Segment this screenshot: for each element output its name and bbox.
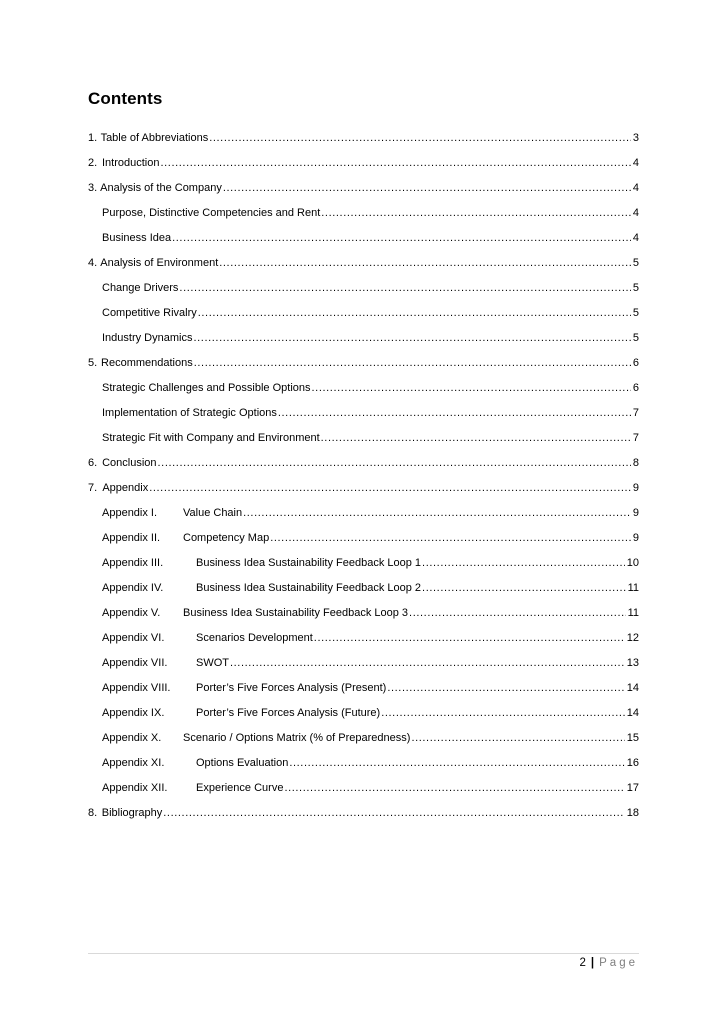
toc-entry[interactable]: [88, 176, 639, 201]
toc-entry-page: 6: [632, 357, 639, 369]
toc-entry-page: 13: [626, 657, 639, 669]
toc-entry-title: Recommendations: [101, 357, 193, 369]
toc-entry-label: [102, 601, 408, 626]
toc-dot-leader: [219, 251, 631, 276]
toc-entry[interactable]: [88, 376, 639, 401]
toc-entry-title: Business Idea Sustainability Feedback Loop 3: [183, 607, 409, 619]
toc-entry-title: Value Chain: [183, 507, 243, 519]
toc-entry-title: Options Evaluation: [196, 757, 289, 769]
toc-entry-title: Porter’s Five Forces Analysis (Present): [196, 682, 387, 694]
toc-entry[interactable]: [88, 451, 639, 476]
toc-entry-title: Business Idea Sustainability Feedback Loop 2: [196, 582, 422, 594]
toc-entry-page: 12: [626, 632, 639, 644]
toc-entry[interactable]: [88, 326, 639, 351]
toc-entry[interactable]: [88, 426, 639, 451]
toc-entry-label: [102, 151, 159, 176]
toc-entry-label: [102, 651, 229, 676]
page-title: Contents: [88, 89, 163, 108]
toc-entry-page: 9: [632, 532, 639, 544]
toc-entry[interactable]: [88, 501, 639, 526]
toc-entry[interactable]: [88, 801, 639, 826]
toc-entry-title: Purpose, Distinctive Competencies and Rent: [102, 207, 321, 219]
toc-entry[interactable]: [88, 751, 639, 776]
toc-entry-label: [102, 426, 320, 451]
toc-entry-title: Business Idea Sustainability Feedback Loop 1: [196, 557, 422, 569]
toc-dot-leader: [193, 326, 630, 351]
toc-entry-label: [102, 626, 313, 651]
toc-dot-leader: [312, 376, 631, 401]
footer-page-number: 2: [579, 957, 586, 969]
toc-entry-number: 2.: [88, 157, 98, 169]
toc-entry-title: Strategic Challenges and Possible Options: [102, 382, 311, 394]
toc-entry-title: Industry Dynamics: [102, 332, 193, 344]
toc-entry-prefix: Appendix IV.: [102, 582, 164, 594]
toc-entry-title: Experience Curve: [196, 782, 284, 794]
toc-entry-label: [101, 126, 209, 151]
toc-entry-title: Change Drivers: [102, 282, 179, 294]
toc-entry-page: 9: [632, 482, 639, 494]
toc-entry-number: 5.: [88, 357, 98, 369]
toc-entry-prefix: Appendix XII.: [102, 782, 168, 794]
toc-entry-label: [102, 301, 197, 326]
toc-entry[interactable]: [88, 626, 639, 651]
toc-entry-label: [102, 551, 421, 576]
toc-entry-page: 11: [627, 582, 639, 594]
toc-entry-page: 5: [632, 307, 639, 319]
toc-dot-leader: [198, 301, 631, 326]
toc-dot-leader: [381, 701, 625, 726]
toc-entry-title: Conclusion: [102, 457, 157, 469]
toc-entry-title: Introduction: [102, 157, 160, 169]
toc-entry[interactable]: [88, 551, 639, 576]
toc-entry-label: [102, 676, 386, 701]
toc-dot-leader: [411, 726, 624, 751]
toc-entry[interactable]: [88, 651, 639, 676]
toc-entry-label: [102, 326, 192, 351]
toc-entry-prefix: Appendix X.: [102, 732, 162, 744]
toc-dot-leader: [409, 601, 626, 626]
toc-dot-leader: [230, 651, 625, 676]
toc-entry-label: [102, 451, 156, 476]
toc-entry-label: [102, 201, 320, 226]
toc-entry-label: [102, 501, 242, 526]
toc-entry[interactable]: [88, 251, 639, 276]
toc-dot-leader: [179, 276, 630, 301]
toc-entry-title: Strategic Fit with Company and Environment: [102, 432, 320, 444]
footer-separator: |: [590, 957, 595, 969]
toc-entry[interactable]: [88, 476, 639, 501]
toc-entry-page: 8: [632, 457, 639, 469]
toc-entry-page: 7: [632, 407, 639, 419]
toc-entry-title: Analysis of the Company: [100, 182, 222, 194]
toc-entry-title: SWOT: [196, 657, 229, 669]
toc-dot-leader: [158, 451, 631, 476]
toc-entry[interactable]: [88, 201, 639, 226]
toc-entry-label: [102, 776, 283, 801]
toc-entry-title: Porter’s Five Forces Analysis (Future): [196, 707, 381, 719]
toc-entry-page: 14: [626, 707, 639, 719]
toc-dot-leader: [321, 426, 631, 451]
toc-entry-number: 1.: [88, 132, 98, 144]
toc-entry-prefix: Appendix VII.: [102, 657, 168, 669]
toc-entry-title: Analysis of Environment: [100, 257, 219, 269]
toc-dot-leader: [387, 676, 624, 701]
toc-dot-leader: [422, 576, 626, 601]
toc-dot-leader: [163, 801, 624, 826]
toc-entry-page: 5: [632, 332, 639, 344]
toc-dot-leader: [243, 501, 631, 526]
toc-dot-leader: [314, 626, 625, 651]
toc-entry-label: [102, 576, 421, 601]
toc-entry[interactable]: [88, 776, 639, 801]
toc-entry-title: Scenario / Options Matrix (% of Preparedness): [183, 732, 411, 744]
page-footer: [580, 957, 638, 969]
toc-entry-page: 5: [632, 257, 639, 269]
toc-entry[interactable]: [88, 276, 639, 301]
footer-divider: [88, 953, 639, 954]
toc-dot-leader: [149, 476, 631, 501]
toc-entry[interactable]: [88, 151, 639, 176]
toc-entry[interactable]: [88, 526, 639, 551]
toc-dot-leader: [270, 526, 631, 551]
toc-dot-leader: [194, 351, 631, 376]
toc-entry-title: Scenarios Development: [196, 632, 313, 644]
toc-entry-label: [102, 226, 171, 251]
toc-entry-title: Bibliography: [101, 807, 163, 819]
toc-entry[interactable]: [88, 301, 639, 326]
toc-entry-title: Competitive Rivalry: [102, 307, 197, 319]
toc-entry-label: [102, 801, 163, 826]
toc-entry-number: 4.: [88, 257, 98, 269]
toc-entry-page: 14: [626, 682, 639, 694]
toc-entry-label: [102, 726, 410, 751]
toc-entry-title: Implementation of Strategic Options: [102, 407, 277, 419]
toc-entry-label: [102, 276, 178, 301]
toc-entry[interactable]: [88, 126, 639, 151]
toc-entry-page: 5: [632, 282, 639, 294]
toc-entry-label: [101, 351, 193, 376]
toc-entry-prefix: Appendix V.: [102, 607, 161, 619]
toc-entry-label: [102, 701, 380, 726]
toc-entry-page: 3: [632, 132, 639, 144]
toc-entry[interactable]: [88, 701, 639, 726]
toc-entry-prefix: Appendix I.: [102, 507, 158, 519]
toc-entry[interactable]: [88, 676, 639, 701]
toc-entry-label: [102, 751, 288, 776]
toc-entry-prefix: Appendix IX.: [102, 707, 165, 719]
toc-entry-prefix: Appendix VIII.: [102, 682, 171, 694]
toc-entry[interactable]: [88, 351, 639, 376]
toc-entry-label: [102, 526, 269, 551]
toc-entry-prefix: Appendix VI.: [102, 632, 165, 644]
toc-entry-number: 6.: [88, 457, 98, 469]
toc-entry-label: [102, 476, 148, 501]
toc-dot-leader: [223, 176, 631, 201]
toc-entry[interactable]: [88, 401, 639, 426]
toc-entry[interactable]: [88, 726, 639, 751]
toc-entry-page: 4: [632, 182, 639, 194]
toc-entry-title: Business Idea: [102, 232, 172, 244]
toc-entry-label: [102, 376, 311, 401]
toc-entry-title: Competency Map: [183, 532, 270, 544]
toc-dot-leader: [209, 126, 631, 151]
footer-page-word: Page: [599, 957, 638, 969]
toc-entry-label: [100, 176, 222, 201]
toc-entry[interactable]: [88, 226, 639, 251]
table-of-contents: [88, 126, 639, 826]
toc-entry-title: Table of Abbreviations: [100, 132, 209, 144]
toc-dot-leader: [422, 551, 625, 576]
toc-entry-title: Appendix: [102, 482, 149, 494]
toc-entry-page: 7: [632, 432, 639, 444]
toc-entry-page: 4: [632, 207, 639, 219]
toc-entry-page: 4: [632, 157, 639, 169]
toc-entry-page: 9: [632, 507, 639, 519]
toc-dot-leader: [278, 401, 631, 426]
toc-entry[interactable]: [88, 601, 639, 626]
toc-entry-page: 15: [626, 732, 639, 744]
toc-entry-page: 17: [626, 782, 639, 794]
toc-entry-page: 10: [626, 557, 639, 569]
toc-entry-number: 3.: [88, 182, 98, 194]
toc-entry-number: 8.: [88, 807, 98, 819]
toc-dot-leader: [160, 151, 630, 176]
toc-entry-page: 4: [632, 232, 639, 244]
toc-entry-prefix: Appendix III.: [102, 557, 164, 569]
toc-dot-leader: [321, 201, 631, 226]
toc-entry-prefix: Appendix II.: [102, 532, 161, 544]
toc-entry-page: 16: [626, 757, 639, 769]
toc-entry-number: 7.: [88, 482, 98, 494]
toc-entry-page: 6: [632, 382, 639, 394]
toc-entry-label: [100, 251, 218, 276]
toc-dot-leader: [284, 776, 624, 801]
toc-entry[interactable]: [88, 576, 639, 601]
toc-entry-page: 18: [626, 807, 639, 819]
toc-dot-leader: [172, 226, 631, 251]
toc-entry-page: 11: [627, 607, 639, 619]
toc-dot-leader: [289, 751, 624, 776]
toc-entry-prefix: Appendix XI.: [102, 757, 165, 769]
toc-entry-label: [102, 401, 277, 426]
